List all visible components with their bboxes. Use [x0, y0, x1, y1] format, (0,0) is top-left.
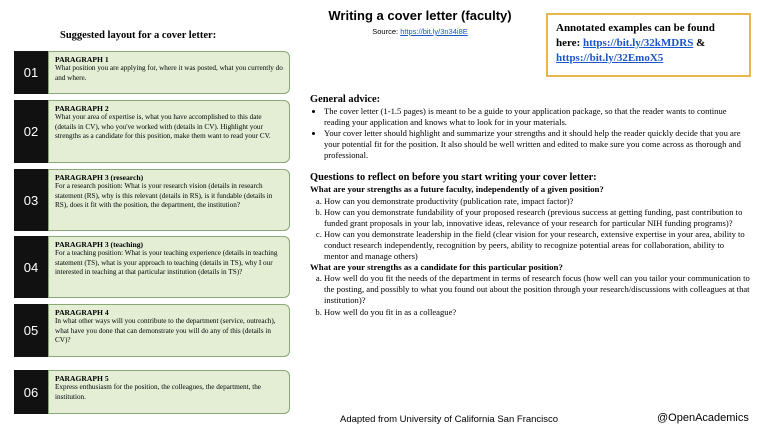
general-advice-item: • The cover letter (1-1.5 pages) is meant to be a guide to your application package, so that the reader wants to continue reading your application and knows what to look for in your materials. [324, 106, 750, 128]
annotated-link-1[interactable]: https://bit.ly/32kMDRS [582, 37, 694, 49]
question-item: c. How can you demonstrate leadership in the field (clear vision for your research, extensive expertise in your area, ability to conduct research independently, recognition by peers, ability to recognize potential areas for collaboration, ability to mentor and manage others) [324, 229, 750, 262]
paragraph-box [48, 304, 290, 357]
questions-list-2 [310, 273, 750, 317]
paragraph-text: In what other ways will you contribute to the department (service, outreach), what have you done that can demonstrate you will do any of this (details in CV)? [55, 317, 276, 345]
paragraph-title: PARAGRAPH 4 [55, 308, 109, 317]
question-item: b. How well do you fit in as a colleague? [324, 307, 750, 318]
paragraph-number: 04 [14, 236, 48, 298]
footer-attribution: Adapted from University of California San Francisco [340, 414, 559, 425]
annotated-link-2[interactable]: https://bit.ly/32EmoX5 [556, 52, 664, 64]
question-item: a. How can you demonstrate productivity (publication rate, impact factor)? [324, 196, 750, 207]
questions-subheading-1: What are your strengths as a future faculty, independently of a given position? [310, 184, 604, 195]
paragraph-text: For a research position: What is your research vision (details in research statement (RS), why is this relevant (details in RS), is it fundable (details in RS), does it fit with the position, the department, the institution? [55, 182, 273, 210]
paragraph-number: 01 [14, 51, 48, 94]
paragraph-title: PARAGRAPH 5 [55, 374, 109, 383]
footer-handle: @OpenAcademics [657, 412, 749, 424]
source-label: Source: [372, 27, 399, 36]
questions-heading: Questions to reflect on before you start writing your cover letter: [310, 172, 597, 184]
paragraph-box [48, 370, 290, 414]
paragraph-card-3 [14, 169, 290, 231]
paragraph-number: 06 [14, 370, 48, 414]
paragraph-number: 05 [14, 304, 48, 357]
source-line [300, 27, 540, 36]
paragraph-card-2 [14, 100, 290, 163]
paragraph-card-5 [14, 304, 290, 357]
paragraph-number: 03 [14, 169, 48, 231]
page-title: Writing a cover letter (faculty) [328, 8, 512, 23]
annotated-text: Annotated examples can be found here: [556, 22, 715, 49]
questions-subheading-2: What are your strengths as a candidate for this particular position? [310, 262, 563, 273]
layout-heading: Suggested layout for a cover letter: [60, 30, 217, 41]
paragraph-card-4 [14, 236, 290, 298]
advice-column [310, 93, 750, 318]
paragraph-title: PARAGRAPH 1 [55, 55, 109, 64]
questions-list-1 [310, 196, 750, 263]
source-link[interactable]: https://bit.ly/3n34i8E [400, 27, 468, 36]
paragraph-text: For a teaching position: What is your teaching experience (details in teaching statement (TS), what is your approach to teaching (details in TS), why I our interested in teaching at that particular institution (details in TS)? [55, 249, 278, 277]
annotated-examples-box [546, 13, 751, 77]
paragraph-text: What your area of expertise is, what you have accomplished to this date (details in CV), who you've worked with (details in CV). Highlight your strengths as a candidate for this position, make them want to read your CV. [55, 113, 271, 141]
question-item: b. How can you demonstrate fundability of your proposed research (previous success at getting funding, past contribution to funded grant proposals in your lab, innovative ideas, relevance of your research for particular NIH funding programs)? [324, 207, 750, 229]
general-advice-list [310, 106, 750, 161]
paragraph-box [48, 100, 290, 163]
paragraph-box [48, 169, 290, 231]
paragraph-number: 02 [14, 100, 48, 163]
general-advice-item: • Your cover letter should highlight and summarize your strengths and it should help the reader quickly decide that you are your potential fit for the position. It also should be well written and edited to make sure you come across as thorough and professional. [324, 128, 750, 161]
paragraph-text: Express enthusiasm for the position, the colleagues, the department, the institution. [55, 383, 261, 401]
general-advice-heading: General advice: [310, 94, 381, 105]
paragraph-title: PARAGRAPH 2 [55, 104, 109, 113]
paragraph-card-6 [14, 370, 290, 414]
annotated-amp: & [696, 37, 706, 49]
paragraph-box [48, 236, 290, 298]
paragraph-title: PARAGRAPH 3 (teaching) [55, 240, 144, 249]
paragraph-text: What position you are applying for, where it was posted, what you currently do and where. [55, 64, 283, 82]
paragraph-title: PARAGRAPH 3 (research) [55, 173, 144, 182]
paragraph-box [48, 51, 290, 94]
question-item: a. How well do you fit the needs of the department in terms of research focus (how well can you tailor your communication to the posting, and possibly to what you found out about the position through your research/discussions with colleagues at that institution)? [324, 273, 750, 306]
paragraph-card-1 [14, 51, 290, 94]
